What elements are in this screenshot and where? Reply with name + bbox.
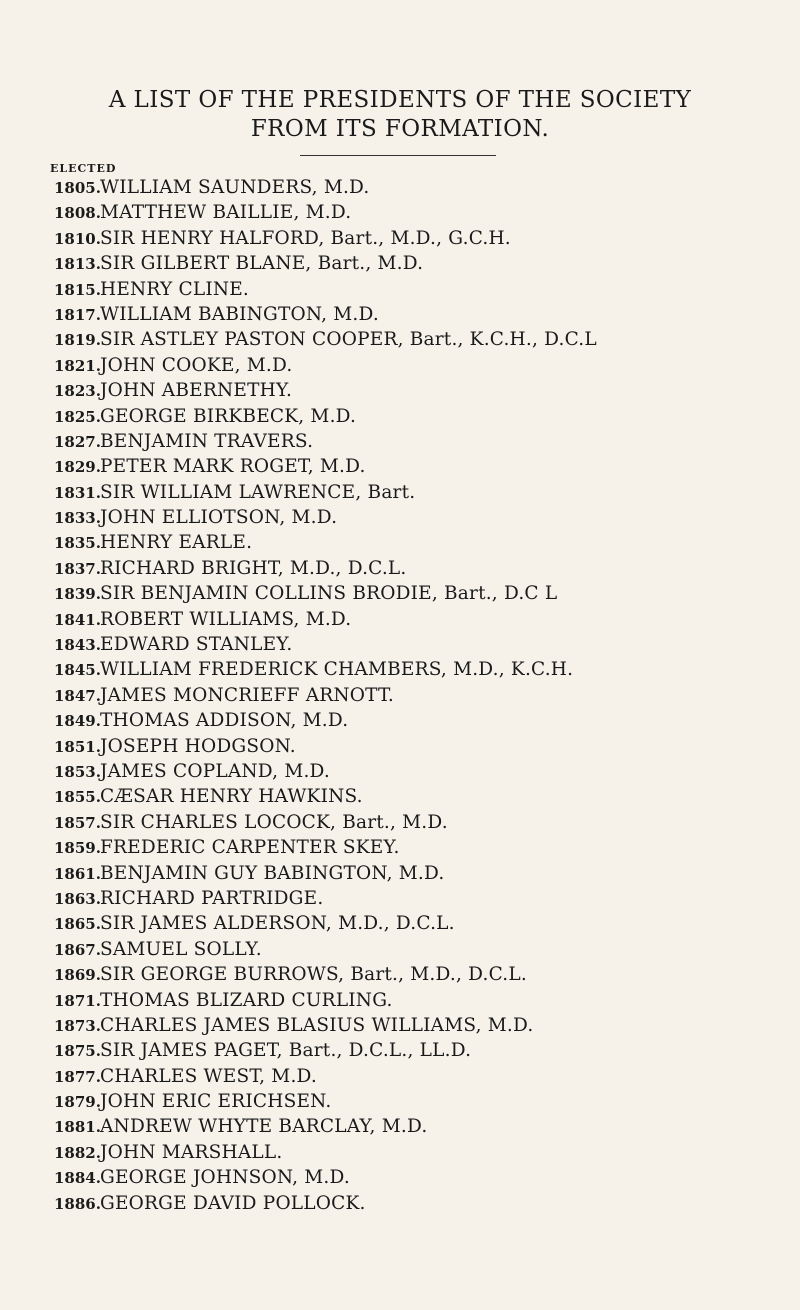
president-name: EDWARD STANLEY. xyxy=(100,634,293,656)
president-name: RICHARD BRIGHT, M.D., D.C.L. xyxy=(100,557,407,579)
elected-year: 1805. xyxy=(54,179,101,197)
president-name: GEORGE DAVID POLLOCK. xyxy=(100,1192,366,1214)
elected-year: 1810. xyxy=(54,229,101,248)
list-item xyxy=(54,734,774,759)
elected-year: 1839. xyxy=(54,585,101,604)
list-item xyxy=(54,1191,774,1216)
elected-year: 1813. xyxy=(54,255,101,274)
list-item xyxy=(54,1064,774,1089)
elected-year: 1865. xyxy=(54,915,101,934)
list-item xyxy=(54,632,774,657)
elected-year: 1869. xyxy=(54,966,101,985)
president-name: SIR GILBERT BLANE, Bart., M.D. xyxy=(100,253,424,275)
list-item xyxy=(54,657,774,682)
president-name: MATTHEW BAILLIE, M.D. xyxy=(100,202,352,224)
president-name: GEORGE JOHNSON, M.D. xyxy=(100,1167,350,1189)
elected-year: 1827. xyxy=(54,432,101,451)
elected-year: 1863. xyxy=(54,889,101,908)
elected-year: 1819. xyxy=(54,331,101,350)
list-item xyxy=(54,759,774,784)
elected-year: 1881. xyxy=(54,1118,101,1137)
list-item xyxy=(54,607,774,632)
list-item xyxy=(54,1140,774,1165)
list-item xyxy=(54,505,774,530)
president-name: WILLIAM FREDERICK CHAMBERS, M.D., K.C.H. xyxy=(100,659,574,681)
page-title xyxy=(40,86,760,144)
president-name: ANDREW WHYTE BARCLAY, M.D. xyxy=(100,1116,428,1138)
president-name: RICHARD PARTRIDGE. xyxy=(100,887,324,909)
elected-year: 1861. xyxy=(54,864,101,883)
elected-year: 1855. xyxy=(54,788,101,807)
list-item xyxy=(54,277,774,302)
list-item xyxy=(54,1038,774,1063)
president-name: CHARLES JAMES BLASIUS WILLIAMS, M.D. xyxy=(100,1014,534,1036)
list-item xyxy=(54,200,774,225)
list-item xyxy=(54,1013,774,1038)
president-name: THOMAS BLIZARD CURLING. xyxy=(100,989,393,1011)
elected-year: 1877. xyxy=(54,1067,101,1086)
elected-year: 1849. xyxy=(54,712,101,731)
elected-year: 1817. xyxy=(54,305,101,324)
elected-year: 1841. xyxy=(54,610,101,629)
elected-year: 1867. xyxy=(54,940,101,959)
list-item xyxy=(54,911,774,936)
elected-year: 1835. xyxy=(54,534,101,553)
list-item xyxy=(54,581,774,606)
president-name: THOMAS ADDISON, M.D. xyxy=(100,710,349,732)
list-item xyxy=(54,835,774,860)
list-item xyxy=(54,429,774,454)
president-name: JAMES MONCRIEFF ARNOTT. xyxy=(100,684,394,706)
president-name: SAMUEL SOLLY. xyxy=(100,938,262,960)
list-item xyxy=(54,861,774,886)
elected-year: 1833. xyxy=(54,509,101,528)
president-name: CÆSAR HENRY HAWKINS. xyxy=(100,786,363,808)
list-item xyxy=(54,962,774,987)
president-name: JOHN ELLIOTSON, M.D. xyxy=(100,507,338,529)
list-item xyxy=(54,708,774,733)
president-name: BENJAMIN TRAVERS. xyxy=(100,430,314,452)
elected-year: 1837. xyxy=(54,559,101,578)
list-item xyxy=(54,378,774,403)
list-item xyxy=(54,226,774,251)
president-name: JOHN COOKE, M.D. xyxy=(100,354,293,376)
list-item xyxy=(54,175,774,200)
president-name: SIR WILLIAM LAWRENCE, Bart. xyxy=(100,481,416,503)
president-name: GEORGE BIRKBECK, M.D. xyxy=(100,405,357,427)
list-item xyxy=(54,480,774,505)
president-name: SIR CHARLES LOCOCK, Bart., M.D. xyxy=(100,811,448,833)
elected-year: 1823. xyxy=(54,382,101,401)
elected-year: 1845. xyxy=(54,661,101,680)
list-item xyxy=(54,1165,774,1190)
president-name: HENRY CLINE. xyxy=(100,278,249,300)
president-name: CHARLES WEST, M.D. xyxy=(100,1065,317,1087)
list-item xyxy=(54,404,774,429)
list-item xyxy=(54,556,774,581)
president-name: WILLIAM SAUNDERS, M.D. xyxy=(100,177,370,198)
elected-year: 1882. xyxy=(54,1143,101,1162)
president-name: JAMES COPLAND, M.D. xyxy=(100,760,330,782)
elected-year: 1829. xyxy=(54,458,101,477)
president-name: ROBERT WILLIAMS, M.D. xyxy=(100,608,352,630)
title-divider xyxy=(300,155,496,156)
president-name: JOHN ERIC ERICHSEN. xyxy=(100,1091,332,1113)
elected-year: 1831. xyxy=(54,483,101,502)
elected-column-header: ELECTED xyxy=(50,162,117,175)
list-item xyxy=(54,530,774,555)
president-name: JOSEPH HODGSON. xyxy=(100,735,296,757)
list-item xyxy=(54,454,774,479)
elected-year: 1875. xyxy=(54,1042,101,1061)
list-item xyxy=(54,302,774,327)
list-item xyxy=(54,784,774,809)
list-item xyxy=(54,1114,774,1139)
elected-year: 1884. xyxy=(54,1169,101,1188)
presidents-list xyxy=(54,175,774,1216)
elected-year: 1815. xyxy=(54,280,101,299)
elected-year: 1843. xyxy=(54,636,101,655)
president-name: SIR ASTLEY PASTON COOPER, Bart., K.C.H., D.C.L xyxy=(100,329,597,351)
title-line-1: A LIST OF THE PRESIDENTS OF THE SOCIETY xyxy=(108,87,692,113)
elected-year: 1821. xyxy=(54,356,101,375)
president-name: WILLIAM BABINGTON, M.D. xyxy=(100,303,379,325)
list-item xyxy=(54,886,774,911)
president-name: SIR GEORGE BURROWS, Bart., M.D., D.C.L. xyxy=(100,964,527,986)
president-name: SIR HENRY HALFORD, Bart., M.D., G.C.H. xyxy=(100,227,511,249)
list-item xyxy=(54,251,774,276)
president-name: JOHN MARSHALL. xyxy=(100,1141,283,1163)
title-line-2: FROM ITS FORMATION. xyxy=(250,116,550,142)
elected-year: 1853. xyxy=(54,762,101,781)
list-item xyxy=(54,810,774,835)
elected-year: 1871. xyxy=(54,991,101,1010)
president-name: PETER MARK ROGET, M.D. xyxy=(100,456,366,478)
elected-year: 1857. xyxy=(54,813,101,832)
elected-year: 1873. xyxy=(54,1016,101,1035)
president-name: FREDERIC CARPENTER SKEY. xyxy=(100,837,400,859)
elected-year: 1847. xyxy=(54,686,101,705)
elected-year: 1851. xyxy=(54,737,101,756)
list-item xyxy=(54,1089,774,1114)
elected-year: 1808. xyxy=(54,204,101,223)
list-item xyxy=(54,683,774,708)
list-item xyxy=(54,353,774,378)
elected-year: 1825. xyxy=(54,407,101,426)
president-name: SIR JAMES PAGET, Bart., D.C.L., LL.D. xyxy=(100,1040,472,1062)
president-name: HENRY EARLE. xyxy=(100,532,253,554)
list-item xyxy=(54,988,774,1013)
list-item xyxy=(54,937,774,962)
elected-year: 1879. xyxy=(54,1093,101,1112)
president-name: BENJAMIN GUY BABINGTON, M.D. xyxy=(100,862,445,884)
elected-year: 1859. xyxy=(54,839,101,858)
list-item xyxy=(54,327,774,352)
president-name: JOHN ABERNETHY. xyxy=(100,380,293,402)
president-name: SIR BENJAMIN COLLINS BRODIE, Bart., D.C L xyxy=(100,583,558,605)
president-name: SIR JAMES ALDERSON, M.D., D.C.L. xyxy=(100,913,455,935)
elected-year: 1886. xyxy=(54,1194,101,1213)
